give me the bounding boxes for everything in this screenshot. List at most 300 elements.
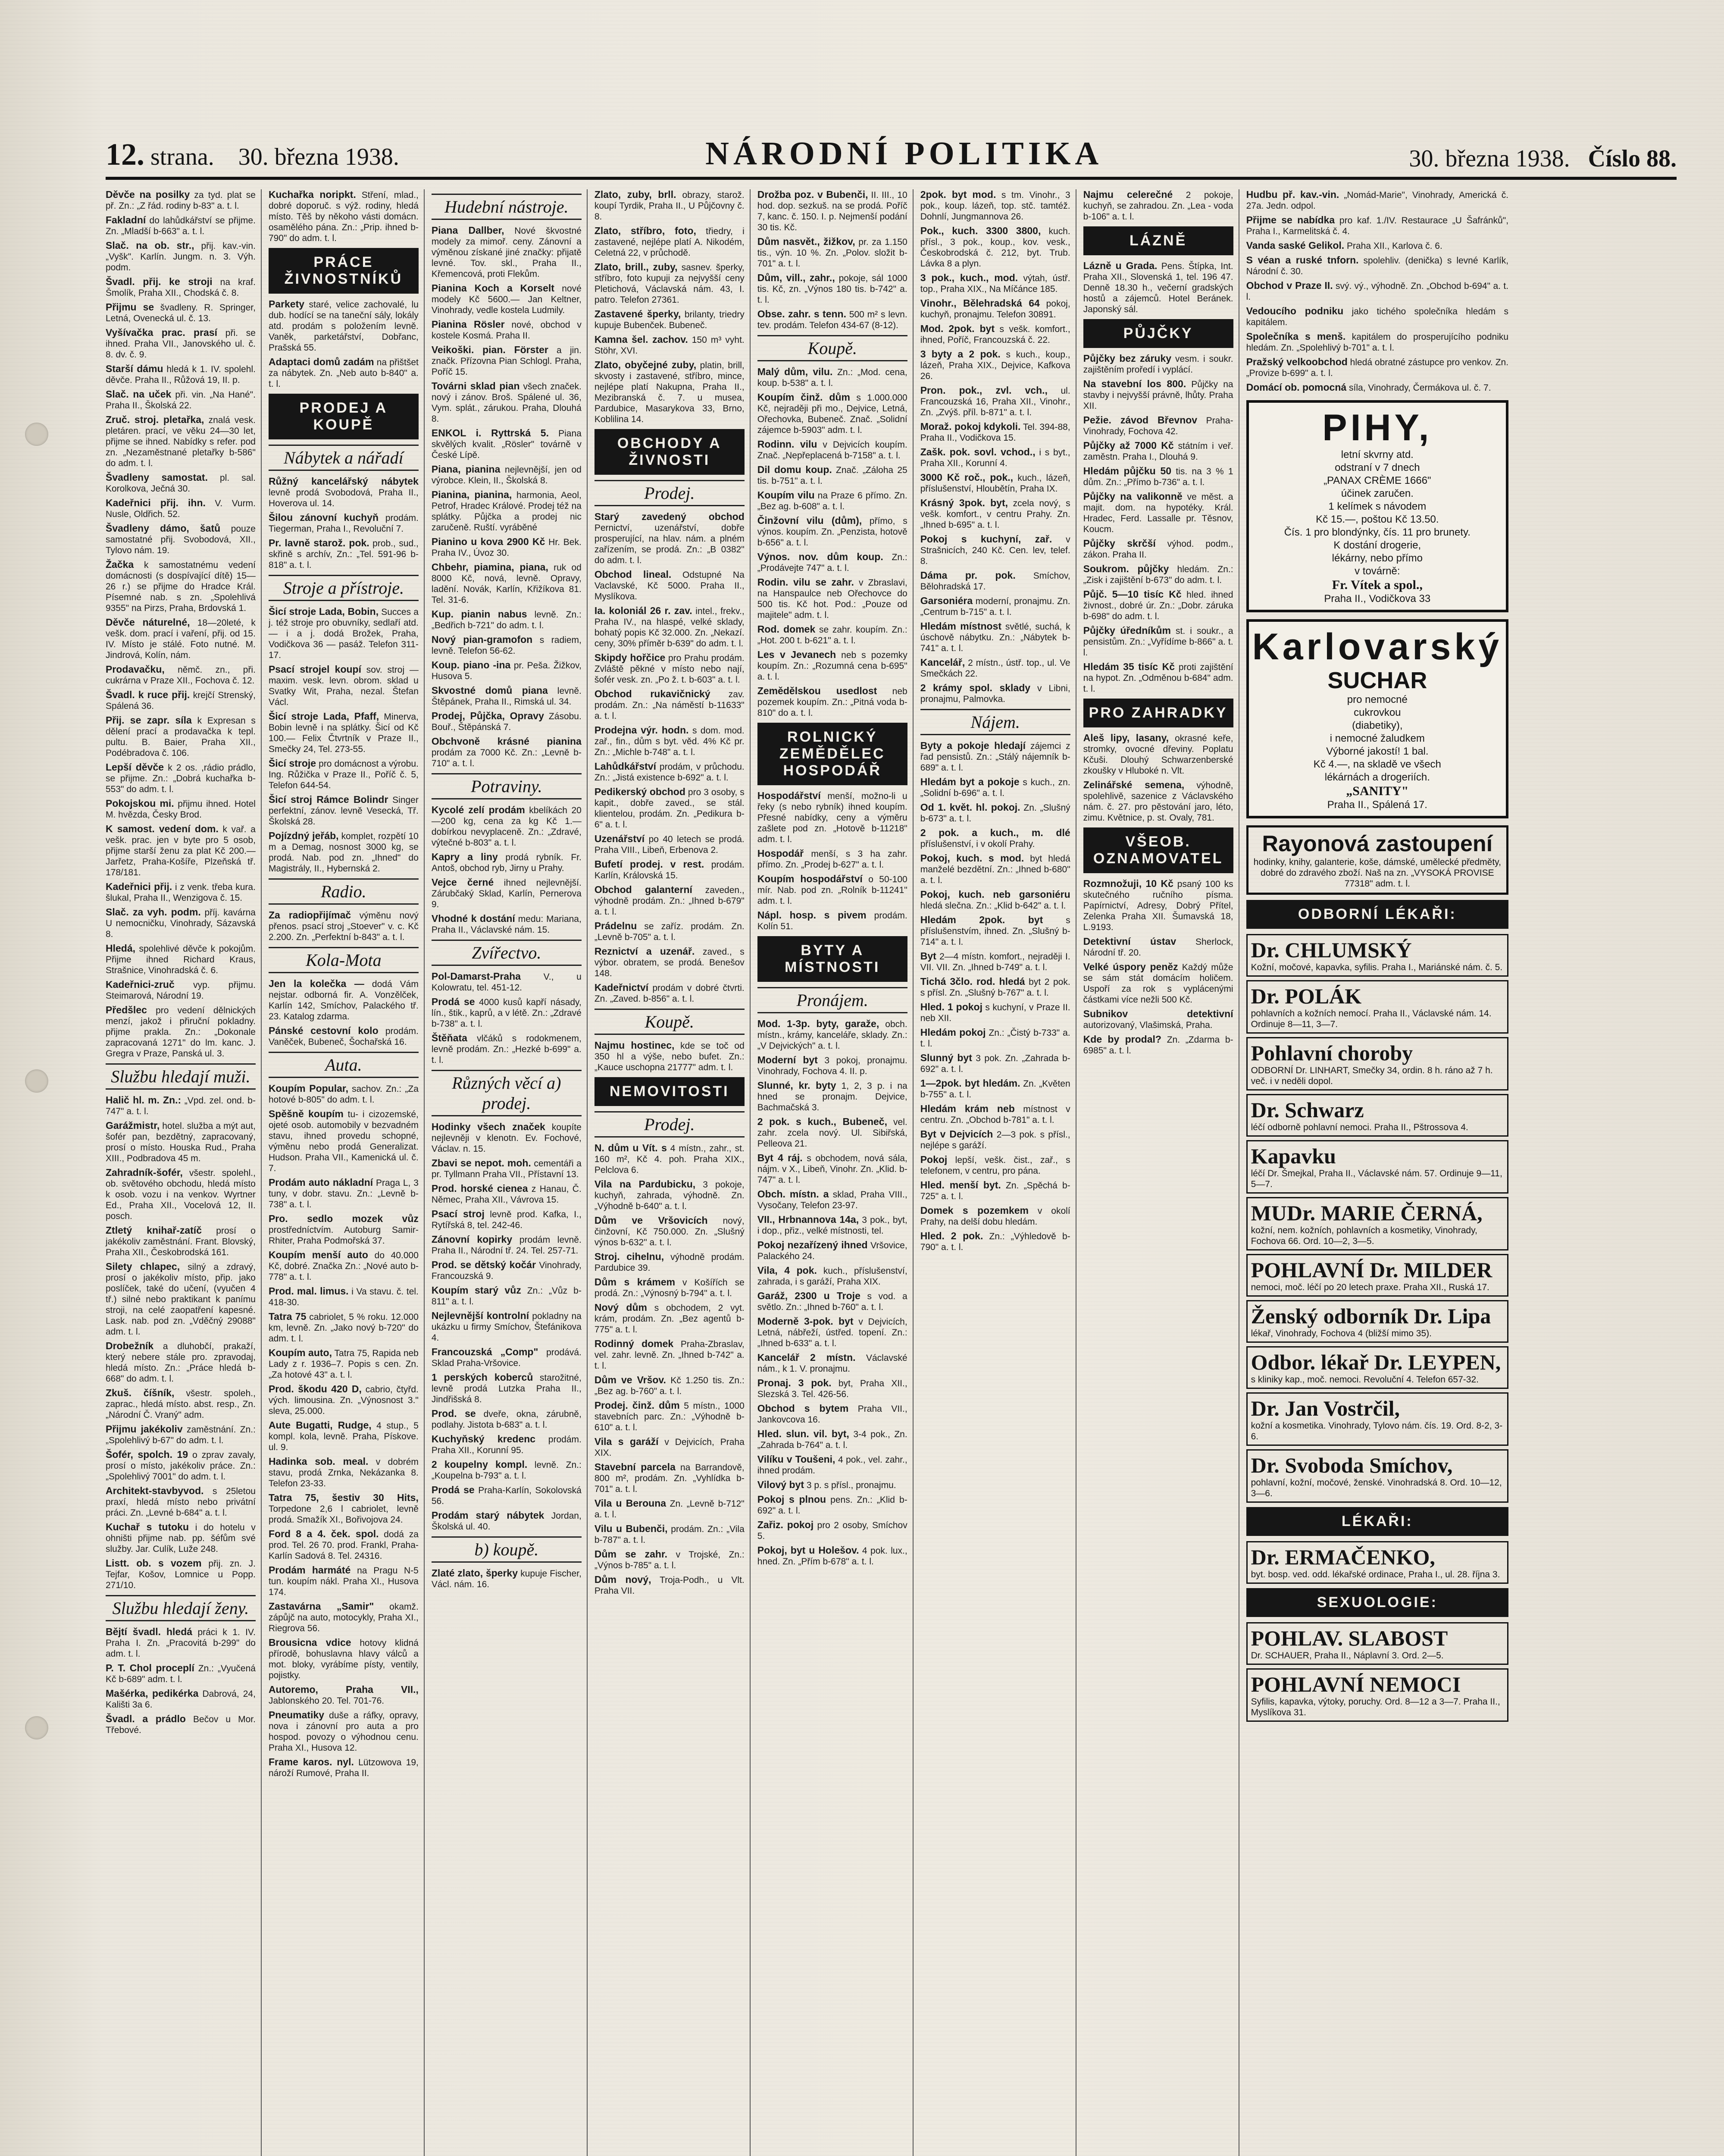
ad-body: Stření, mlad., dobré doporuč. s výž. rodiny, hledá místo. Těš by někoho vásti domácn. osamělého pána. Zn.: „Prip. ihned b-790" do adm. t. l. bbox=[268, 190, 419, 243]
classified-ad bbox=[106, 1485, 256, 1518]
section-band: VŠEOB. OZNAMOVATEL bbox=[1083, 827, 1233, 873]
ad-lead: Zahradník-šofér, bbox=[106, 1167, 183, 1178]
ad-lead: Moraž. pokoj kdykoli. bbox=[920, 421, 1021, 432]
ad-lead: Prodej, Půjčka, Opravy bbox=[431, 710, 544, 721]
classified-ad bbox=[757, 910, 907, 932]
ad-body: vel. zahr. zcela nový. Ul. Sibiřská, Pelleova 21. bbox=[757, 1117, 907, 1149]
ad-lead: Ztletý knihař-zatíč bbox=[106, 1225, 202, 1236]
ad-column-4 bbox=[594, 189, 751, 2156]
classified-ad bbox=[594, 982, 745, 1004]
doctor-name: Dr. Schwarz bbox=[1251, 1098, 1364, 1122]
doctor-name: Pohlavní choroby bbox=[1251, 1041, 1413, 1065]
ad-lead: Hledám 35 tisíc Kč bbox=[1083, 661, 1175, 672]
classified-ad bbox=[1083, 353, 1233, 375]
classified-ad bbox=[757, 1265, 907, 1287]
ad-lead: Pok., kuch. 3300 3800, bbox=[920, 225, 1041, 236]
ad-lead: Kamna šel. zachov. bbox=[594, 334, 688, 345]
ad-lead: Stavební parcela bbox=[594, 1461, 676, 1473]
ad-body: pr. za 1.150 tis., výn. 10 %. Zn. „Polov. složit b-701" a. t. l. bbox=[757, 237, 907, 269]
ad-body: 5 místn., 1000 stavebních parc. Zn.: „Výhodně b-610" a. t. l. bbox=[594, 1401, 745, 1432]
classified-ad bbox=[920, 1002, 1070, 1024]
ad-lead: Rodinn. vilu bbox=[757, 439, 817, 450]
classified-ad bbox=[269, 711, 419, 755]
classified-ad bbox=[757, 464, 907, 486]
classified-ad bbox=[757, 624, 907, 646]
classified-ad bbox=[106, 472, 256, 494]
promo-ad-pihy bbox=[1246, 400, 1508, 612]
ad-lead: Přijmu se bbox=[106, 301, 154, 313]
doctor-details: léčí Dr. Šmejkal, Praha II., Václavské nám. 57. Ordinuje 9—11, 5—7. bbox=[1251, 1169, 1502, 1189]
classified-ad bbox=[269, 1710, 419, 1753]
ad-lead: Moderně 3-pok. byt bbox=[757, 1316, 854, 1327]
section-heading: Stroje a přístroje. bbox=[269, 575, 419, 601]
ad-lead: Pokoj bbox=[920, 1154, 948, 1165]
promo-line: Výborné jakostí! 1 bal. bbox=[1326, 746, 1429, 757]
doctor-ad bbox=[1246, 1541, 1508, 1584]
classified-ad bbox=[106, 389, 256, 411]
ad-lead: Veikoški. pian. Förster bbox=[431, 344, 548, 355]
ad-column-7 bbox=[1083, 189, 1239, 2156]
ad-lead: Prodám auto nákladní bbox=[268, 1177, 373, 1188]
ad-body: Půjčky na stavby i nejvyšší právně, lhůty. Praha XII. bbox=[1083, 379, 1233, 411]
ad-body: V. Vurm. Nusle, Oldřich. 52. bbox=[106, 498, 256, 519]
doctor-details: nemoci, moč. léčí po 20 letech praxe. Praha XII., Ruská 17. bbox=[1251, 1282, 1489, 1292]
classified-ad bbox=[269, 978, 419, 1022]
classified-ad bbox=[594, 1462, 745, 1495]
ad-body: 3-4 pok., Zn. „Zahrada b-764" a. t. l. bbox=[757, 1429, 907, 1450]
ad-lead: Pron. pok., zvl. vch., bbox=[920, 385, 1048, 396]
classified-ad bbox=[432, 562, 582, 605]
ad-lead: Zlaté zlato, šperky bbox=[431, 1567, 518, 1579]
ad-body: i s byt., Praha XII., Korunní 4. bbox=[920, 448, 1070, 468]
classified-ad bbox=[269, 1684, 419, 1706]
classified-ad bbox=[432, 711, 582, 733]
ad-lead: Koup. piano -ina bbox=[431, 659, 511, 671]
ad-body: Zn.: „Čistý b-733" a. t. l. bbox=[920, 1028, 1070, 1049]
ad-lead: Stroj. cihelnu, bbox=[594, 1251, 664, 1262]
ad-body: cabriolet, 5 % roku. 12.000 km, levně. Zn. „Jako nový b-720" do adm. t. l. bbox=[268, 1312, 419, 1344]
ad-lead: Garážmistr, bbox=[106, 1120, 160, 1131]
ad-lead: Prod. horské cienea bbox=[431, 1183, 528, 1194]
classified-ad bbox=[432, 852, 582, 874]
ad-lead: Kycolé zelí prodám bbox=[431, 804, 525, 815]
classified-ad bbox=[920, 1027, 1070, 1049]
ad-body: prodám. Praha XII., Korunní 95. bbox=[431, 1435, 582, 1455]
classified-ad bbox=[432, 1434, 582, 1456]
classified-ad bbox=[269, 1109, 419, 1174]
classified-ad bbox=[757, 1240, 907, 1262]
ad-body: pokoj, kuchyň, pronajmu. Telefon 30891. bbox=[920, 299, 1070, 320]
ad-body: pro Prahu prodám. Zvláště pěkné v místo nebo nají, šofér vesk. zn. „Po ž. t. b-603" a. t. l. bbox=[594, 653, 745, 685]
ad-lead: Garáž, 2300 u Troje bbox=[757, 1290, 860, 1301]
ad-body: Odstupné Na Vaclavské, Kč 5000. Praha II., Myslíkova. bbox=[594, 570, 745, 602]
classified-ad bbox=[432, 1234, 582, 1256]
ad-lead: Švadl. a prádlo bbox=[106, 1713, 186, 1724]
section-heading: Různých věcí a) prodej. bbox=[432, 1070, 582, 1116]
ad-lead: Koupím vilu bbox=[757, 489, 815, 501]
ad-body: při. vin. „Na Hané". Praha II., Školská 22. bbox=[106, 390, 256, 411]
classified-ad bbox=[106, 1095, 256, 1117]
classified-ad bbox=[594, 605, 745, 649]
section-heading: Radio. bbox=[269, 878, 419, 905]
ad-lead: Listt. ob. s vozem bbox=[106, 1557, 202, 1569]
classified-ad bbox=[106, 1688, 256, 1710]
ad-lead: Děvče na posilky bbox=[106, 189, 190, 200]
classified-ad bbox=[106, 1341, 256, 1384]
classified-ad bbox=[757, 1316, 907, 1349]
ad-lead: Děvče náturelné, bbox=[106, 617, 190, 628]
classified-ad bbox=[594, 1549, 745, 1571]
classified-ad bbox=[106, 189, 256, 211]
classified-ad bbox=[594, 1302, 745, 1335]
classified-ad bbox=[594, 1498, 745, 1520]
ad-lead: Vhodné k dostání bbox=[431, 913, 515, 924]
classified-ad bbox=[920, 915, 1070, 947]
classified-ad bbox=[1246, 357, 1508, 379]
ad-body: místnost v centru. Zn. „Obchod b-781" a. t. l. bbox=[920, 1104, 1070, 1125]
promo-line: (diabetiky), bbox=[1352, 720, 1403, 731]
ad-lead: Mašérka, pedikérka bbox=[106, 1688, 199, 1699]
ad-body: třiedry, i zastavené, nejlépe platí A. Nikodém, Celetná 22, v průchodě. bbox=[594, 226, 745, 258]
ad-body: s obchodem, nová sála, nájm. v X., Libeň, Vinohr. Zn. „Klid. b-747" a. t. l. bbox=[757, 1153, 907, 1185]
ad-body: při. se ihned. Praha VII., Janovského ul. č. 8. dv. č. 9. bbox=[106, 328, 256, 360]
classified-ad bbox=[757, 1403, 907, 1425]
classified-ad bbox=[1246, 240, 1508, 251]
ad-lead: 2 pok. s kuch., Bubeneč, bbox=[757, 1116, 887, 1127]
ad-lead: K samost. vedení dom. bbox=[106, 823, 219, 834]
ad-lead: Starší dámu bbox=[106, 363, 163, 374]
classified-ad bbox=[594, 1523, 745, 1545]
ad-body: s kuch., koup., lázeň, Praha XIX., Dejvice, Kafkova 26. bbox=[920, 350, 1070, 381]
ad-lead: Nejlevnější kontrolní bbox=[431, 1310, 529, 1321]
ad-lead: Vanda saské Gelikol. bbox=[1246, 240, 1345, 251]
ad-body: nové, obchod v kostele Kosmá. Praha II. bbox=[431, 320, 582, 341]
classified-ad bbox=[269, 1213, 419, 1246]
ad-lead: Kadeřnici-zruč bbox=[106, 979, 175, 990]
ad-lead: Kadeřnici přij. bbox=[106, 881, 172, 892]
ad-body: V., u Kolowratu, tel. 451-12. bbox=[431, 972, 582, 993]
classified-ad bbox=[106, 523, 256, 556]
classified-ad bbox=[757, 439, 907, 461]
promo-line: Kč 15.—, poštou Kč 13.50. bbox=[1316, 514, 1439, 525]
ad-body: byt, Praha XII., Slezská 3. Tel. 426-56. bbox=[757, 1379, 907, 1399]
doctor-name: Dr. CHLUMSKÝ bbox=[1251, 938, 1412, 962]
classified-ad bbox=[269, 538, 419, 570]
ad-body: o zprav zavaly, prosí o místo, jakékoliv práce. Zn.: „Spolehlivý 7001" do adm. t. l. bbox=[106, 1450, 256, 1482]
ad-lead: Fakladní bbox=[106, 214, 146, 226]
classified-ad bbox=[920, 472, 1070, 494]
ad-lead: Prodá se bbox=[431, 996, 475, 1007]
ad-body: Zn. „Levně b-712" a. t. l. bbox=[594, 1499, 745, 1520]
ad-lead: Prod. se dětský kočár bbox=[431, 1259, 536, 1270]
classified-ad bbox=[920, 273, 1070, 295]
ad-lead: Najmu celerečné bbox=[1083, 189, 1173, 200]
ad-lead: Rodin. vilu se zahr. bbox=[757, 577, 854, 588]
ad-body: kuch., příslušenství, zahrada, i s garáží, Praha XIX. bbox=[757, 1266, 907, 1287]
ad-body: 4 pok. lux., hned. Zn. „Přím b-678" a. t. l. bbox=[757, 1546, 907, 1567]
ad-lead: Vilu u Bubenči, bbox=[594, 1523, 668, 1534]
ad-body: příj. kavárna U nemocničku, Vinohrady, Sázavská 8. bbox=[106, 908, 256, 939]
ad-lead: Prodavačku, bbox=[106, 664, 165, 675]
ad-body: 1, 2, 3 p. i na hned se pronajm. Dejvice, Bachmačská 3. bbox=[757, 1081, 907, 1112]
ad-body: ihned nejlevnější. Zárubčaký Sklad, Karlín, Pernerova 9. bbox=[431, 878, 582, 909]
classified-ad bbox=[269, 1348, 419, 1380]
classified-ad bbox=[920, 226, 1070, 269]
ad-column-5 bbox=[757, 189, 914, 2156]
doctor-name: POHLAVNÍ NEMOCI bbox=[1251, 1672, 1461, 1696]
classified-ad bbox=[1083, 466, 1233, 488]
section-band: OBCHODY A ŽIVNOSTI bbox=[594, 429, 745, 475]
classified-ad bbox=[432, 1260, 582, 1282]
doctor-details: kožní, nem. kožních, pohlavních a kosmetiky, Vinohrady, Fochova 66. Ord. 10—2, 3—5. bbox=[1251, 1225, 1477, 1246]
ad-lead: Najmu hostinec, bbox=[594, 1040, 675, 1051]
doctor-details: Syfilis, kapavka, výtoky, poruchy. Ord. 8—12 a 3—7. Praha II., Myslíkova 31. bbox=[1251, 1697, 1500, 1717]
ad-lead: Pronaj. 3 pok. bbox=[757, 1377, 832, 1388]
classified-ad bbox=[757, 848, 907, 870]
doctor-ad bbox=[1246, 1346, 1508, 1389]
promo-line: K dostání drogerie, bbox=[1333, 539, 1421, 551]
classified-ad bbox=[1083, 189, 1233, 222]
classified-ad bbox=[757, 1494, 907, 1516]
classified-ad bbox=[432, 805, 582, 848]
classified-ad bbox=[269, 606, 419, 661]
classified-ad bbox=[757, 686, 907, 718]
ad-body: v Libni, pronajmu, Palmovka. bbox=[920, 683, 1070, 704]
classified-ad bbox=[432, 1285, 582, 1307]
ad-body: všech značek. nový i zánov. Broš. Spálené ul. 36, Vym. splát., zárukou. Praha, Dlouhá 8. bbox=[431, 382, 582, 424]
ad-lead: Hledám půjčku 50 bbox=[1083, 465, 1172, 476]
ad-lead: Domácí ob. pomocná bbox=[1246, 382, 1347, 393]
classified-ad bbox=[920, 298, 1070, 320]
page-label: strana. bbox=[150, 144, 214, 170]
ad-lead: Kadeřnici přij. ihn. bbox=[106, 497, 206, 508]
ad-lead: S véan a ruské tnforn. bbox=[1246, 254, 1359, 266]
ad-lead: VII., Hrbnannova 14a, bbox=[757, 1214, 859, 1225]
ad-body: prodám. Tiegerman, Praha I., Revoluční 7. bbox=[268, 513, 419, 534]
ad-body: s 25letou praxí, hledá místo nebo privátní práci. Zn. „Levné b-684" a. t. l. bbox=[106, 1486, 256, 1518]
classified-ad bbox=[757, 236, 907, 269]
ad-body: koupíte nejlevněji v klenotn. Ev. Fochové, Václav. n. 15. bbox=[431, 1122, 582, 1154]
ad-lead: 2 pok. a kuch., m. dlé bbox=[920, 827, 1070, 838]
ad-body: znalá vesk. pletáren. prací, ve věku 24—30 let, přijme se ihned. Nabídky s refer. pod zn. „Nezaměstnané pletařky b-586" do adm. t. l. bbox=[106, 415, 256, 468]
classified-ad bbox=[920, 777, 1070, 799]
ad-body: pro kaf. 1./IV. Restaurace „U Šafránků", Praha I., Karmelitská č. 4. bbox=[1246, 216, 1509, 236]
promo-line: odstraní v 7 dnech bbox=[1335, 462, 1420, 473]
classified-ad bbox=[269, 1083, 419, 1105]
ad-lead: Piana, pianina bbox=[431, 464, 501, 475]
section-heading: Službu hledají ženy. bbox=[106, 1595, 256, 1621]
section-heading: Hudební nástroje. bbox=[432, 194, 582, 220]
ad-body: Pernictví, uzenářství, dobře prosperující, na hlav. nám. a plném zařízením, se prodá. Zn.: „B 0382" do adm. t. l. bbox=[594, 523, 745, 565]
classified-ad bbox=[594, 787, 745, 830]
section-band: ODBORNÍ LÉKAŘI: bbox=[1246, 900, 1508, 929]
banner-text: hodinky, knihy, galanterie, koše, dámské, umělecké předměty, dobré do zdravého zboží. Naš na zn. „VYSOKÁ PROVISE 77318" adm. t. l. bbox=[1253, 857, 1501, 889]
classified-ad bbox=[106, 1714, 256, 1736]
classified-ad bbox=[269, 794, 419, 827]
doctor-ad bbox=[1246, 1197, 1508, 1250]
ad-body: obrazy, starož. koupí Tyrdik, Praha II., U Půjčovny č. 8. bbox=[594, 190, 745, 222]
ad-body: krejčí Strenský, Spálená 36. bbox=[106, 690, 256, 711]
ad-body: i z venk. třeba kura. šlukal, Praha II., Wenzigova č. 15. bbox=[106, 882, 256, 903]
ad-lead: Tatra 75 bbox=[268, 1311, 307, 1322]
ad-lead: Hled. slun. vil. byt, bbox=[757, 1428, 849, 1439]
doctor-name: Ženský odborník Dr. Lipa bbox=[1251, 1304, 1491, 1328]
ad-lead: Vejce černé bbox=[431, 877, 494, 888]
promo-line: Kč 4.—, na skladě ve všech bbox=[1313, 758, 1441, 770]
ad-body: Tatra 75, Rapida neb Lady z r. 1936–7. Popis s cen. Zn. „Za hotové 43" a. t. l. bbox=[268, 1348, 419, 1380]
ad-lead: Prodá se bbox=[431, 1484, 475, 1495]
ad-lead: Obch. místn. a bbox=[757, 1188, 829, 1200]
ad-body: na Pragu N-5 tun. koupím nákl. Praha XI., Husova 174. bbox=[268, 1566, 419, 1597]
ad-body: zav. prodám. Zn.: „Na náměstí b-11633" a. t. l. bbox=[594, 689, 745, 721]
doctor-ad bbox=[1246, 934, 1508, 977]
classified-ad bbox=[920, 1053, 1070, 1075]
ad-body: kbelíkách 20—200 kg, cena za kg Kč 1.— dobírkou nevyplaceně. Zn.: „Zdravé, výtečné b-803" a. t. l. bbox=[431, 805, 582, 848]
ad-body: Zn.: „Prodávejte 747" a. t. l. bbox=[757, 552, 907, 573]
ad-lead: Dům, vill., zahr., bbox=[757, 272, 835, 283]
ad-body: pro domácnost a výrobu. Ing. Růžička v Praze II., Poříč č. 5, Telefon 644-54. bbox=[268, 759, 419, 790]
classified-ad bbox=[920, 827, 1070, 849]
ad-lead: Továrni sklad pian bbox=[431, 380, 520, 392]
ad-lead: Pokoj, kuch. neb garsoniéru bbox=[920, 889, 1070, 900]
ad-body: nejlevnější, jen od výrobce. Klein, II., Školská 8. bbox=[431, 465, 582, 486]
binding-holes bbox=[0, 0, 86, 2156]
ad-body: Nové škvostné modely za mimoř. ceny. Zánovní a výměnou získané jiné značky: přijatě levné. Tov. skl., Praha II., Křemencová, proti Flekům. bbox=[431, 226, 582, 279]
ad-column-6 bbox=[920, 189, 1076, 2156]
ad-lead: Pokoj s kuchyní, zař. bbox=[920, 533, 1052, 545]
classified-ad bbox=[757, 309, 907, 331]
ad-lead: Rozmnožuji, 10 Kč bbox=[1083, 878, 1173, 889]
ad-body: Piana skvělých kvalit. „Rösler" továrně v České Lípě. bbox=[431, 429, 582, 460]
ad-body: Vršovice, Palackého 24. bbox=[757, 1241, 907, 1261]
ad-body: prodám levně. Praha II., Národní tř. 24. Tel. 257-71. bbox=[431, 1235, 582, 1256]
promo-line: cukrovkou bbox=[1354, 707, 1401, 718]
classified-ad bbox=[757, 874, 907, 906]
ad-body: prodám v dobré čtvrti. Zn. „Zaved. b-856" a. t. l. bbox=[594, 983, 745, 1004]
ad-body: st. i soukr., a pensistům. Zn.: „Vyřídíme b-866" a. t. l. bbox=[1083, 626, 1233, 658]
ad-body: menší, možno-li u řeky (s nebo rybník) ihned koupím. Přesné nabídky, ceny a výměru zašlete pod zn. „Hotově b-11218" adm. t. l. bbox=[757, 791, 907, 844]
doctor-ad bbox=[1246, 980, 1508, 1034]
classified-ad bbox=[757, 1545, 907, 1567]
classified-ad bbox=[594, 1338, 745, 1371]
classified-ad bbox=[1246, 331, 1508, 353]
ad-body: Dabrová, 24, Kališti 3a 6. bbox=[106, 1689, 256, 1710]
ad-body: státním i veř. zaměstn. Praha I., Dlouhá 9. bbox=[1083, 441, 1233, 462]
classified-ad bbox=[594, 834, 745, 856]
ad-body: Succes a j. též stroje pro obuvníky, sedlaří atd. — i a j. dodá Brožek, Praha, Vodičkova 36 — pasáž. Telefon 311-17. bbox=[268, 607, 419, 660]
ad-lead: Francouzská „Comp" bbox=[431, 1346, 538, 1357]
classified-ad bbox=[269, 1311, 419, 1344]
ad-lead: Zastavené šperky, bbox=[594, 308, 681, 320]
ad-lead: 3000 Kč roč., pok., bbox=[920, 472, 1014, 483]
classified-ad bbox=[106, 276, 256, 298]
classified-ad bbox=[106, 1225, 256, 1258]
doctor-name: POHLAV. SLABOST bbox=[1251, 1626, 1448, 1650]
page-number: 12. bbox=[106, 137, 144, 172]
classified-ad bbox=[432, 428, 582, 461]
classified-ad bbox=[106, 907, 256, 940]
ad-lead: Nový pian-gramofon bbox=[431, 634, 533, 645]
classified-ad bbox=[1083, 260, 1233, 315]
doctor-ad bbox=[1246, 1037, 1508, 1091]
ad-body: k samostatnému vedení domácnosti (s dospívající dítě) 15—26 r.) se přijme do Hradce Král. Písemné nab. s zn. „Spolehlivá 9355" na Pirzs, Praha, Brdovská 1. bbox=[106, 560, 256, 613]
ad-body: Tel. 394-88, Praha II., Vodičkova 15. bbox=[920, 422, 1070, 443]
ad-lead: Zašk. pok. sovl. vchod., bbox=[920, 446, 1036, 458]
classified-ad bbox=[594, 1436, 745, 1458]
ad-lead: Vedoucího podniku bbox=[1246, 305, 1344, 317]
ad-body: neb pozemek koupím. Zn.: „Pitná voda b-810" do a. t. l. bbox=[757, 686, 907, 718]
ad-lead: Slač. na uček bbox=[106, 389, 172, 400]
ad-lead: Koupím činž. dům bbox=[757, 392, 850, 403]
classified-ad bbox=[432, 1347, 582, 1369]
ad-body: výměnu nový přenos. psací stroj „Stoever" v. c. Kč 2.200. Zn. „Perfektní b-843" a. t. l. bbox=[268, 911, 419, 942]
ad-body: výhodně, spolehlivě, sazenice z Václavského nám. č. 27. pro pěstování jaro, léto, zimu. Květnice, p. st. Ovaly, 781. bbox=[1083, 780, 1233, 823]
ad-body: sov. stroj — maxim. vesk. levn. obrom. sklad u Svatky Wit, Praha, nezal. Štefan Václ. bbox=[268, 665, 419, 707]
ad-body: prostředníctvím. Autoburg Samir-Rhiter, Praha Podmořská 37. bbox=[268, 1225, 419, 1246]
section-band: SEXUOLOGIE: bbox=[1246, 1588, 1508, 1617]
ad-body: jako tichého společníka hledám s kapitálem. bbox=[1246, 307, 1509, 327]
classified-ad bbox=[432, 1408, 582, 1430]
ad-body: na Barrandově, 800 m², prodám. Zn. „Vyhlídka b-701" a. t. l. bbox=[594, 1463, 745, 1494]
promo-line: 1 kelímek s návodem bbox=[1328, 501, 1427, 512]
ad-body: staré, velice zachovalé, lu dub. hodící se na taneční sály, lokály atd. prodám s položením levně. Vaněk, parketářství, Dobřanc, Prašská 55. bbox=[268, 300, 419, 353]
ad-lead: Kuchařka noripkt. bbox=[268, 189, 356, 200]
ad-body: sachov. Zn.: „Za hotové b-805" do adm. t. l. bbox=[268, 1084, 419, 1105]
ad-lead: Hospodářství bbox=[757, 790, 821, 801]
ad-body: prodám. Vaněček, Bubeneč, Šochařská 16. bbox=[268, 1026, 419, 1047]
ad-body: medu: Mariana, Praha II., Václavské nám. 15. bbox=[431, 914, 582, 935]
ad-lead: Zruč. stroj. pletařka, bbox=[106, 414, 204, 425]
ad-body: pokoje, sál 1000 tis. Kč, zn. „Výnos 180 tis. b-742" a. t. l. bbox=[757, 273, 907, 305]
ad-body: všestr. spolehl., ob. světového obchodu, hledá místo k osob. vozu i na venkov. Wyrtner Ed., Praha XII., Vocelová 12, II. posch. bbox=[106, 1168, 256, 1221]
classified-ad bbox=[106, 824, 256, 878]
classified-ad bbox=[920, 740, 1070, 773]
ad-body: v Zbraslavi, na Hanspaulce neb Ořechovce do 500 tis. Kč hot. Pod.: „Pouze od majitele" adm. t. l. bbox=[757, 578, 907, 620]
ad-body: hotovy klidná přírodě, bohuslavna hlavy válců a mot. bloky, vyrábíme písty, ventily, pojistky. bbox=[268, 1638, 419, 1680]
classified-ad bbox=[920, 1129, 1070, 1151]
ad-body: prob., sud., skřině s archív, Zn.: „Tel. 591-96 b-818" a. t. l. bbox=[268, 539, 419, 570]
ad-lead: Švadl. k ruce přij. bbox=[106, 689, 190, 700]
doctor-name: Kapavku bbox=[1251, 1144, 1336, 1168]
ad-lead: Slač. za vyh. podm. bbox=[106, 906, 201, 918]
ad-lead: Psací stroj bbox=[431, 1208, 485, 1219]
classified-ad bbox=[920, 323, 1070, 345]
ad-lead: Vila u Berouna bbox=[594, 1498, 666, 1509]
ad-body: do lahůdkářství se přijme. Zn. „Mladší b-663" a. t. l. bbox=[106, 216, 256, 236]
classified-ad bbox=[106, 1424, 256, 1446]
ad-lead: Hodinky všech značek bbox=[431, 1121, 545, 1132]
ad-body: starožitné, levně prodá Lutzka Praha II., Jindřišská 8. bbox=[431, 1373, 582, 1404]
ad-lead: Chbehr, piamina, piana, bbox=[431, 561, 548, 573]
ad-lead: Kup. pianin nabus bbox=[431, 608, 527, 620]
classified-ad bbox=[1083, 538, 1233, 560]
ad-body: dodá Vám nejstar. odborná fir. A. Vonzělček, Karlín 142, Smíchov, Palackého tř. 23. Katalog zdarma. bbox=[268, 979, 419, 1022]
ad-lead: Zlato, zuby, brll. bbox=[594, 189, 676, 200]
classified-ad bbox=[757, 649, 907, 682]
ad-body: levně prodá Svobodová, Praha II., Hoverova ul. 14. bbox=[268, 488, 419, 508]
ad-body: II. III., 10 hod. dop. sezkuš. na se prodá. Poříč 7, kanc. č. 150. I. p. Nejmenší podání 30 tis. Kč. bbox=[757, 190, 907, 232]
ad-lead: Zařiz. pokoj bbox=[757, 1519, 814, 1530]
ad-body: obch. místn., krámy, kanceláře, sklady. Zn.: „V Dejvických" a. t. l. bbox=[757, 1019, 907, 1051]
classified-ad bbox=[269, 1757, 419, 1779]
ad-body: intel., frekv., Praha IV., na hlaspé, velké sklady, bohatý popis Kč 32.000. Zn. „Nekazí. ceny, 30% příměr b-639" do adm. t. l. bbox=[594, 606, 745, 649]
ad-body: přijmu ihned. Hotel M. hvězda, Česky Brod. bbox=[106, 799, 256, 820]
ad-body: hled. ihned živnost., dobré úr. Zn.: „Dobr. záruka b-698" do adm. t. l. bbox=[1083, 590, 1233, 621]
classified-ad bbox=[1083, 491, 1233, 535]
ad-body: v Trojské, Zn.: „Výnos b-785" a. t. l. bbox=[594, 1550, 745, 1570]
classified-ad bbox=[594, 652, 745, 685]
ad-body: prosí o jakékoliv zaměstnání. Frant. Blovský, Praha XII., Českobrodská 161. bbox=[106, 1226, 256, 1257]
